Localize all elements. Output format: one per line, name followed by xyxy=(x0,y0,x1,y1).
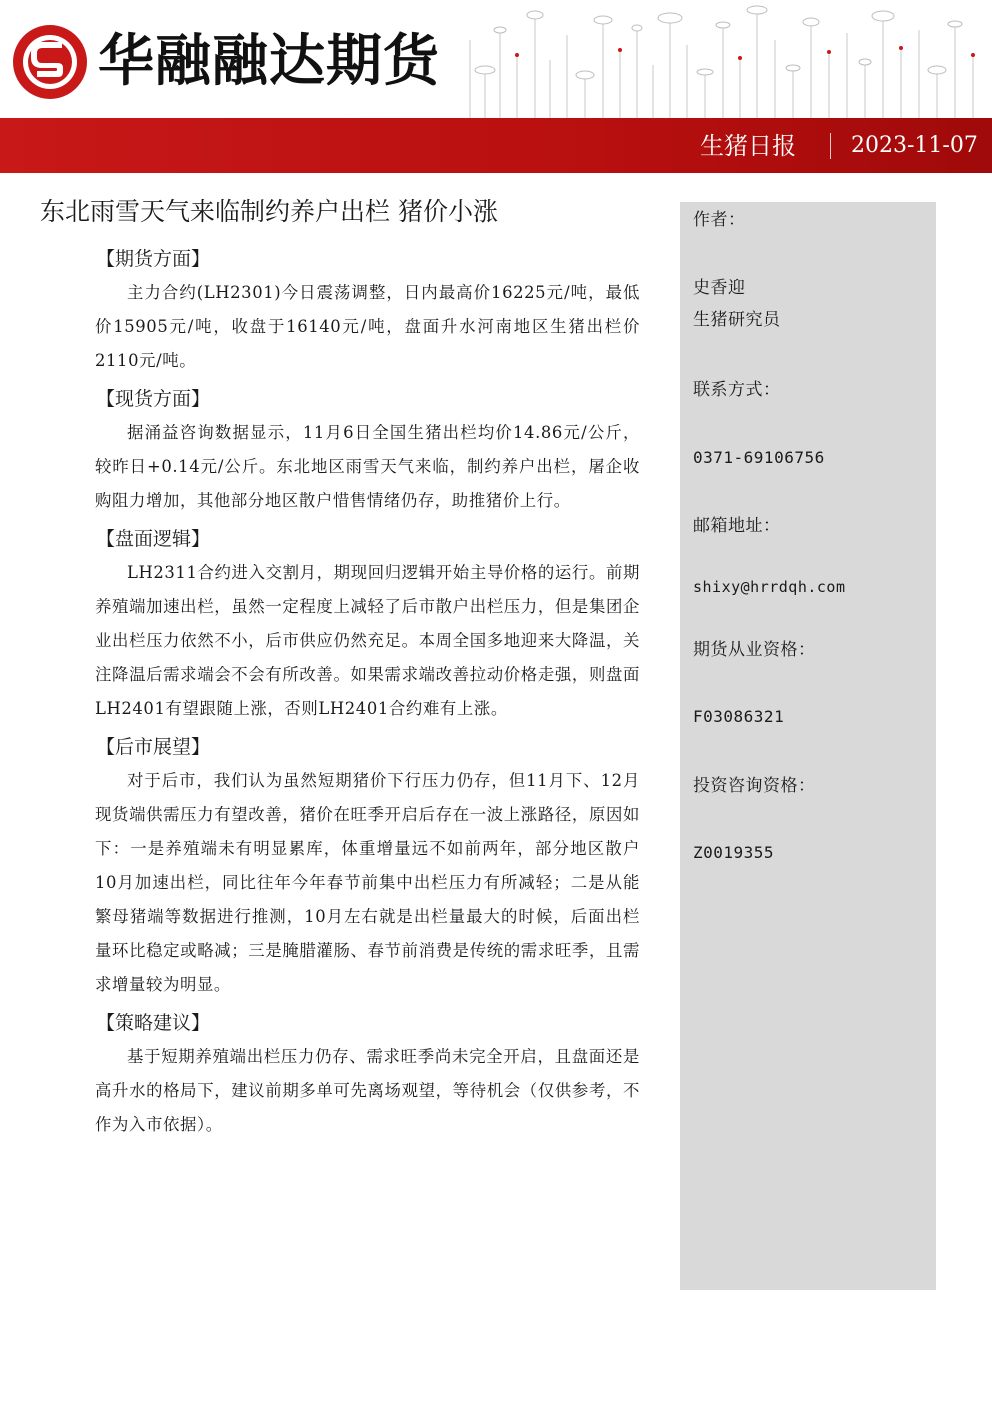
section-strategy xyxy=(95,1006,640,1142)
section-text: 对于后市，我们认为虽然短期猪价下行压力仍存，但11月下、12月现货端供需压力有望改善，猪价在旺季开启后存在一波上涨路径，原因如下：一是养殖端未有明显累库，体重增量远不如前两年，部分地区散户10月加速出栏，同比往年今年春节前集中出栏压力有所减轻；二是从能繁母猪端等数据进行推测，10月左右就是出栏量最大的时候，后面出栏量环比稳定或略减；三是腌腊灌肠、春节前消费是传统的需求旺季，且需求增量较为明显。 xyxy=(95,771,640,994)
company-name: 华融融达期货 xyxy=(98,29,440,94)
section-logic xyxy=(95,522,640,726)
section-spot xyxy=(95,382,640,518)
phone-number: 0371-69106756 xyxy=(693,448,825,467)
report-type: 生猪日报 xyxy=(700,132,796,160)
author-title: 生猪研究员 xyxy=(693,310,781,330)
investment-qualification-number: Z0019355 xyxy=(693,843,775,862)
author-name: 史香迎 xyxy=(693,278,746,298)
report-header xyxy=(0,0,992,175)
section-heading: 【策略建议】 xyxy=(96,1012,211,1034)
section-text: 基于短期养殖端出栏压力仍存、需求旺季尚未完全开启，且盘面还是高升水的格局下，建议前期多单可先离场观望，等待机会（仅供参考，不作为入市依据）。 xyxy=(95,1047,640,1134)
section-heading: 【现货方面】 xyxy=(96,388,211,410)
contact-label: 联系方式： xyxy=(693,380,781,400)
article-sections xyxy=(40,242,640,1142)
article-body xyxy=(40,192,640,1146)
report-date: 2023-11-07 xyxy=(851,133,978,158)
article-title: 东北雨雪天气来临制约养户出栏 猪价小涨 xyxy=(40,197,498,226)
section-text: 据涌益咨询数据显示，11月6日全国生猪出栏均价14.86元/公斤，较昨日+0.14元/公斤。东北地区雨雪天气来临，制约养户出栏，屠企收购阻力增加，其他部分地区散户惜售情绪仍存，助推猪价上行。 xyxy=(95,423,640,510)
section-outlook xyxy=(95,730,640,1002)
section-text: 主力合约(LH2301)今日震荡调整，日内最高价16225元/吨，最低价15905元/吨，收盘于16140元/吨，盘面升水河南地区生猪出栏价2110元/吨。 xyxy=(95,283,640,370)
email-address[interactable]: shixy@hrrdqh.com xyxy=(693,578,846,596)
section-heading: 【后市展望】 xyxy=(96,736,211,758)
author-sidebar xyxy=(680,202,936,1290)
futures-qualification-number: F03086321 xyxy=(693,707,785,726)
section-heading: 【盘面逻辑】 xyxy=(96,528,211,550)
section-futures xyxy=(95,242,640,378)
company-logo-icon xyxy=(10,22,90,102)
header-red-bar xyxy=(0,118,992,173)
section-text: LH2311合约进入交割月，期现回归逻辑开始主导价格的运行。前期养殖端加速出栏，虽然一定程度上减轻了后市散户出栏压力，但是集团企业出栏压力依然不小，后市供应仍然充足。本周全国多地迎来大降温，关注降温后需求端会不会有所改善。如果需求端改善拉动价格走强，则盘面LH2401有望跟随上涨，否则LH2401合约难有上涨。 xyxy=(95,563,640,718)
futures-qualification-label: 期货从业资格： xyxy=(693,640,816,660)
section-heading: 【期货方面】 xyxy=(96,248,211,270)
email-label: 邮箱地址： xyxy=(693,516,781,536)
investment-qualification-label: 投资咨询资格： xyxy=(693,776,816,796)
header-decoration xyxy=(455,0,992,120)
author-label: 作者： xyxy=(693,210,746,230)
header-divider xyxy=(830,133,831,159)
